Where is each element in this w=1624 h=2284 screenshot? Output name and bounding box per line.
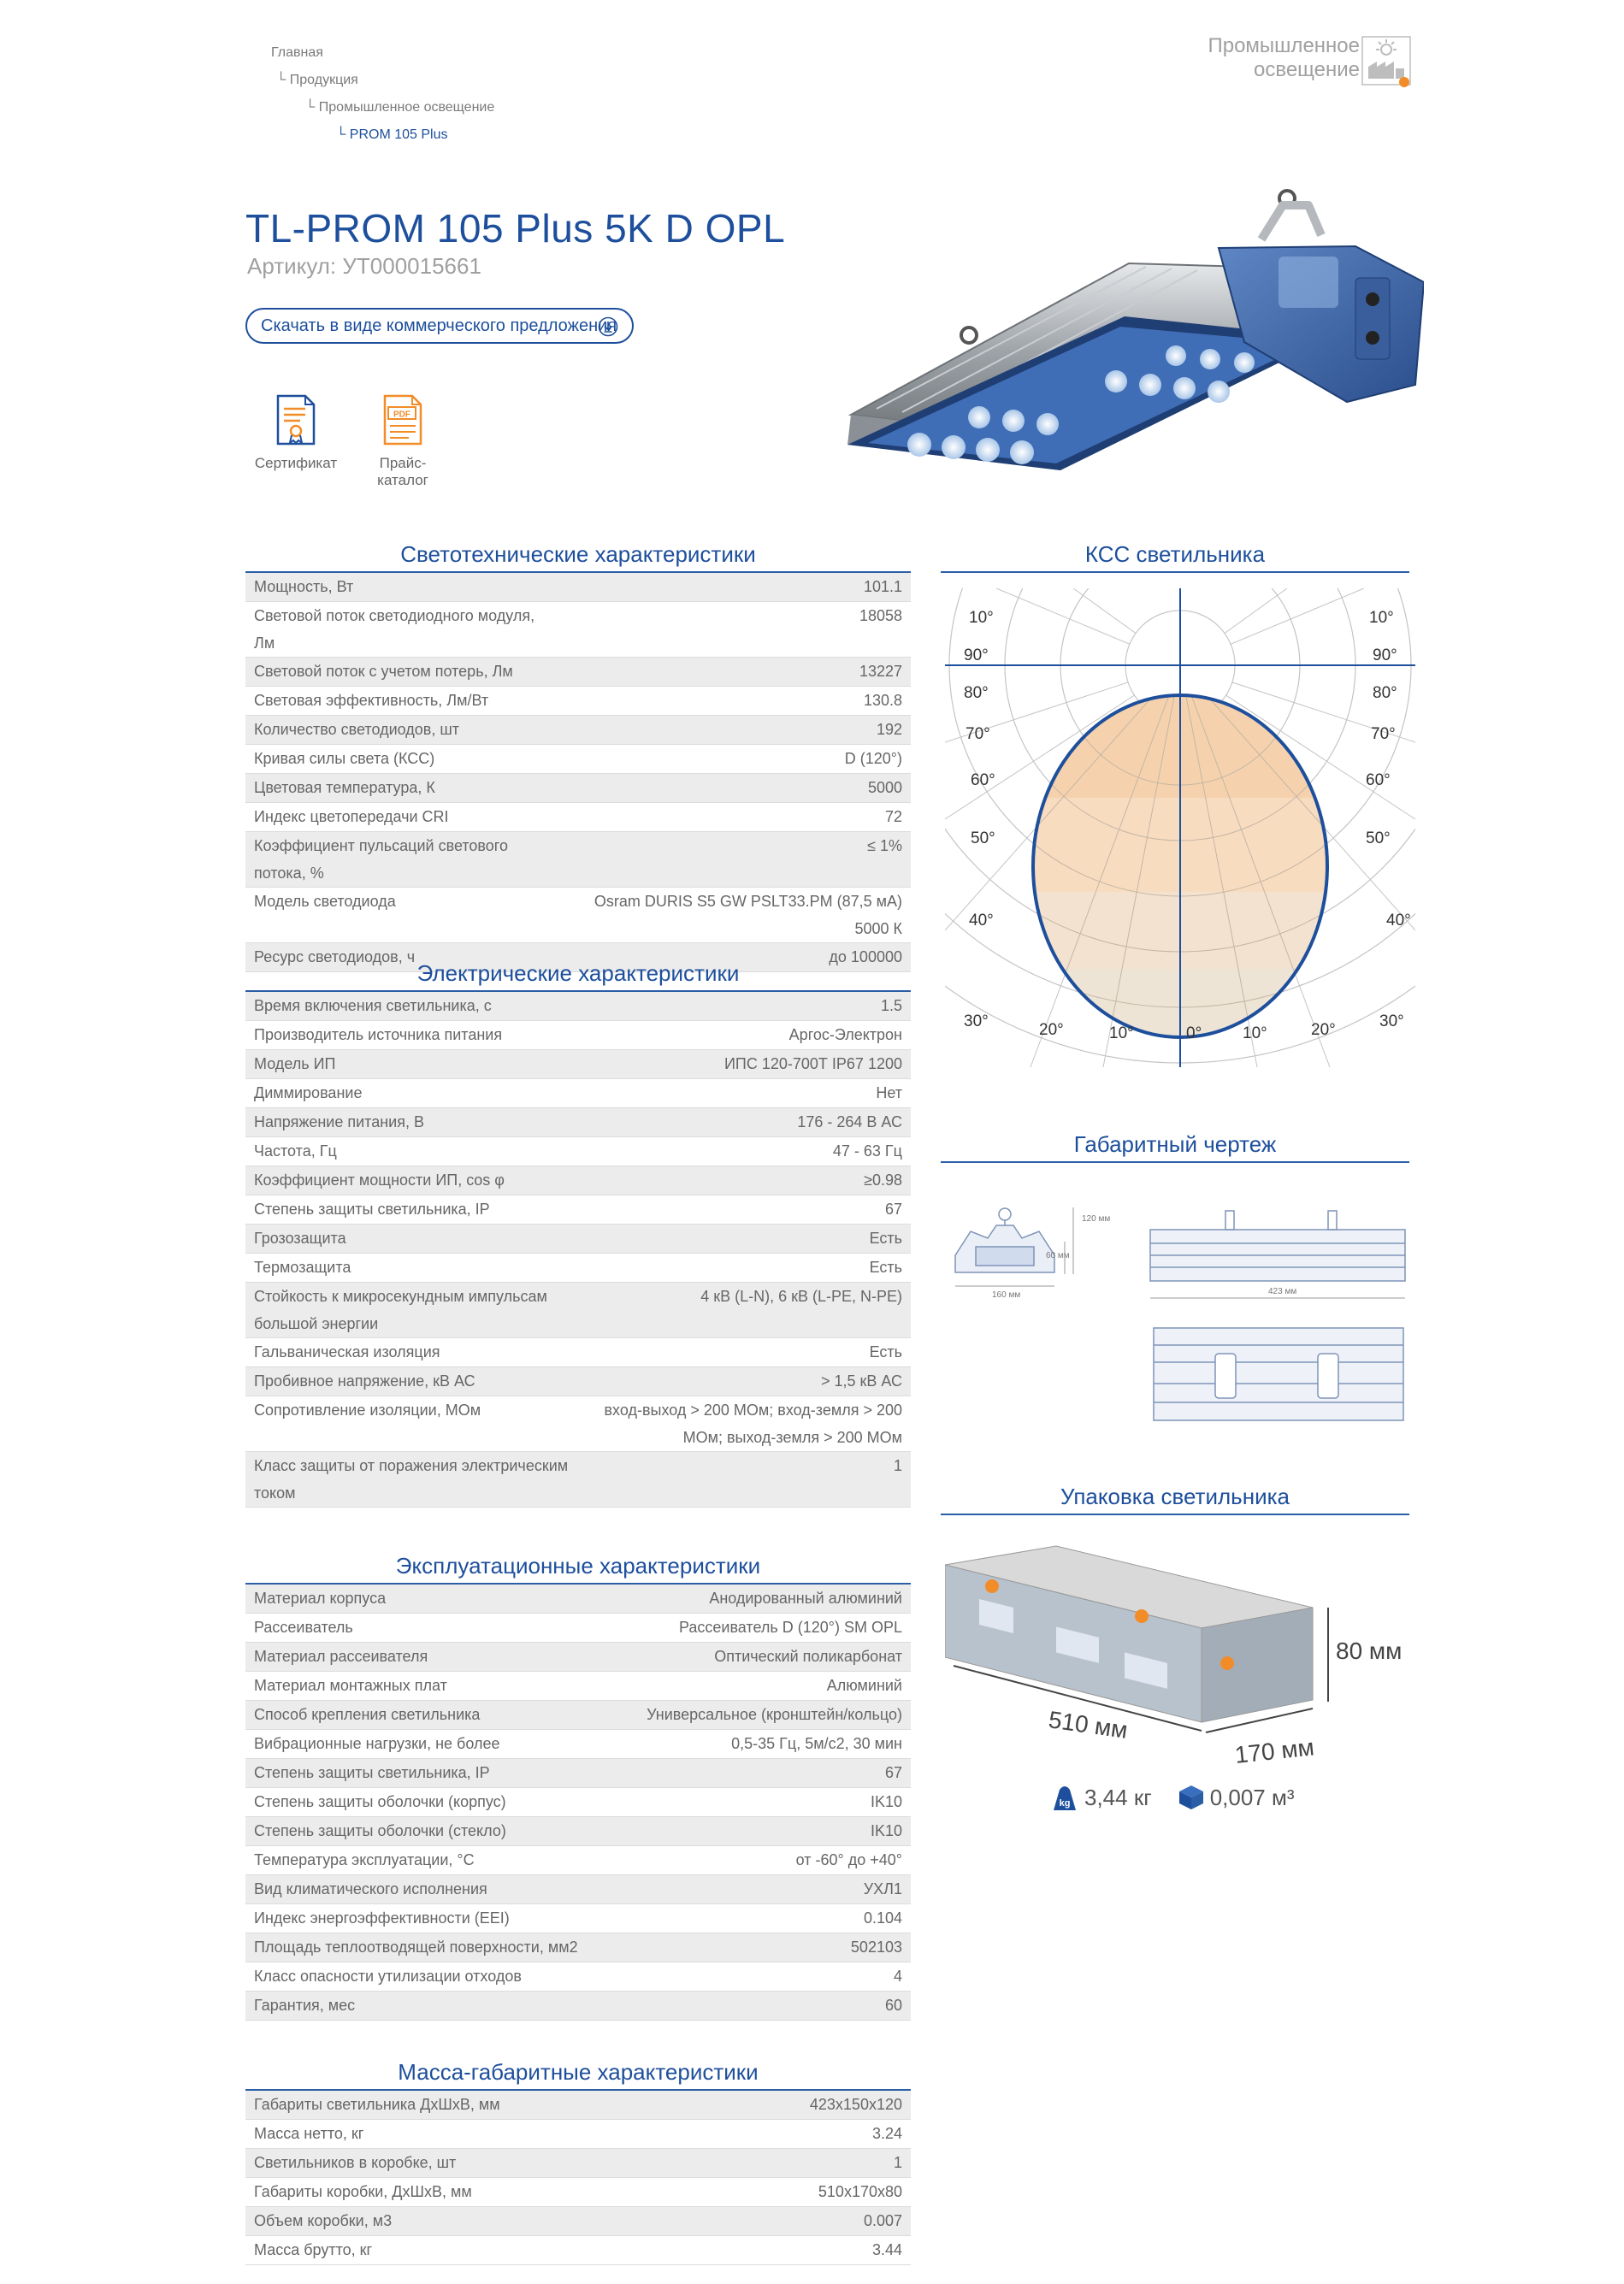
spec-label: Грозозащита [245, 1225, 588, 1254]
spec-label: Вибрационные нагрузки, не более [245, 1730, 588, 1759]
spec-value: 3.44 [588, 2236, 911, 2265]
spec-label: Время включения светильника, с [245, 992, 588, 1021]
spec-label: Степень защиты светильника, IP [245, 1759, 588, 1788]
dim-width: 160 мм [992, 1290, 1021, 1300]
download-offer-button[interactable] [245, 308, 634, 344]
spec-value: ≤ 1% [562, 832, 911, 888]
table-row [245, 1962, 911, 1992]
spec-label: Диммирование [245, 1079, 588, 1108]
price-catalog-label: Прайс-каталог [377, 455, 428, 488]
spec-label: Материал рассеивателя [245, 1643, 588, 1672]
table-row [245, 573, 911, 602]
table-row [245, 888, 911, 943]
spec-value: 423x150x120 [588, 2091, 911, 2120]
spec-label: Гальваническая изоляция [245, 1338, 588, 1367]
kss-label: 50° [1366, 829, 1391, 847]
spec-label: Степень защиты светильника, IP [245, 1195, 588, 1225]
table-row [245, 1283, 911, 1338]
spec-value: 1 [588, 1452, 911, 1508]
pack-height: 80 мм [1336, 1638, 1403, 1664]
spec-value: Оптический поликарбонат [588, 1643, 911, 1672]
kss-label: 20° [1039, 1021, 1064, 1039]
spec-value: до 100000 [562, 943, 911, 972]
table-row [245, 1225, 911, 1254]
table-row [245, 1992, 911, 2021]
kss-label: 90° [1373, 646, 1397, 664]
spec-label: Рассеиватель [245, 1614, 588, 1643]
table-row [245, 1701, 911, 1730]
spec-label: Масса нетто, кг [245, 2120, 588, 2149]
spec-label: Габариты светильника ДхШхВ, мм [245, 2091, 588, 2120]
section-title-electrical: Электрические характеристики [245, 958, 911, 992]
spec-label: Материал корпуса [245, 1585, 588, 1614]
spec-label: Количество светодиодов, шт [245, 716, 562, 745]
download-offer-label: Скачать в виде коммерческого предложения [261, 316, 617, 335]
product-image [842, 188, 1424, 522]
table-row [245, 1338, 911, 1367]
table-row [245, 832, 911, 888]
spec-label: Объем коробки, м3 [245, 2207, 588, 2236]
spec-label: Площадь теплоотводящей поверхности, мм2 [245, 1933, 588, 1962]
kss-label: 30° [964, 1012, 989, 1030]
page-title: TL-PROM 105 Plus 5K D OPL [245, 206, 786, 251]
kss-label: 90° [964, 646, 989, 664]
spec-value: Аргос-Электрон [588, 1021, 911, 1050]
pdf-icon [381, 393, 424, 446]
spec-value: 130.8 [562, 687, 911, 716]
table-row [245, 1396, 911, 1452]
spec-value: 4 [588, 1962, 911, 1992]
section-title-drawing: Габаритный чертеж [941, 1129, 1409, 1163]
spec-label: Кривая силы света (КСС) [245, 745, 562, 774]
table-row [245, 774, 911, 803]
certificate-icon [275, 393, 317, 446]
kss-label: 30° [1379, 1012, 1404, 1030]
kss-label: 80° [964, 684, 989, 702]
spec-value: 0,5-35 Гц, 5м/с2, 30 мин [588, 1730, 911, 1759]
spec-label: Класс защиты от поражения электрическим током [245, 1452, 588, 1508]
table-row [245, 1904, 911, 1933]
spec-label: Гарантия, мес [245, 1992, 588, 2021]
spec-value: ≥0.98 [588, 1166, 911, 1195]
weight-badge: kg [1059, 1798, 1071, 1809]
spec-value: 60 [588, 1992, 911, 2021]
table-row [245, 1933, 911, 1962]
spec-value: D (120°) [562, 745, 911, 774]
spec-label: Модель светодиода [245, 888, 562, 943]
table-row [245, 1050, 911, 1079]
table-row [245, 745, 911, 774]
kss-label: 60° [971, 771, 995, 789]
spec-value: 0.007 [588, 2207, 911, 2236]
spec-label: Световой поток светодиодного модуля, Лм [245, 602, 562, 658]
table-row [245, 2178, 911, 2207]
spec-label: Светильников в коробке, шт [245, 2149, 588, 2178]
kss-label: 70° [966, 725, 990, 743]
kss-label: 40° [1386, 912, 1411, 930]
kss-label: 10° [1369, 609, 1394, 627]
article-number: Артикул: УТ000015661 [247, 253, 481, 279]
section-title-kss: КСС светильника [941, 539, 1409, 573]
breadcrumb-current: └ PROM 105 Plus [336, 127, 448, 142]
kss-label: 10° [1109, 1024, 1134, 1042]
spec-value: 4 кВ (L-N), 6 кВ (L-PE, N-PE) [588, 1283, 911, 1338]
download-icon [598, 316, 618, 337]
spec-value: 47 - 63 Гц [588, 1137, 911, 1166]
spec-value: 1.5 [588, 992, 911, 1021]
kss-label: 10° [1243, 1024, 1267, 1042]
spec-label: Термозащита [245, 1254, 588, 1283]
table-row [245, 1021, 911, 1050]
breadcrumb [271, 39, 494, 149]
breadcrumb-industrial[interactable]: └ Промышленное освещение [305, 100, 495, 115]
kss-polar-diagram [945, 588, 1415, 1067]
spec-label: Степень защиты оболочки (корпус) [245, 1788, 588, 1817]
spec-value: Анодированный алюминий [588, 1585, 911, 1614]
table-row [245, 1614, 911, 1643]
table-row [245, 1108, 911, 1137]
table-row [245, 658, 911, 687]
spec-table-operational [245, 1585, 911, 2021]
table-row [245, 1166, 911, 1195]
weight-icon [1050, 1783, 1079, 1812]
spec-label: Коэффициент мощности ИП, cos φ [245, 1166, 588, 1195]
table-row [245, 602, 911, 658]
spec-label: Вид климатического исполнения [245, 1875, 588, 1904]
table-row [245, 1875, 911, 1904]
section-title-mass: Масса-габаритные характеристики [245, 2057, 911, 2091]
spec-table-mass [245, 2091, 911, 2265]
spec-label: Коэффициент пульсаций светового потока, % [245, 832, 562, 888]
table-row [245, 1846, 911, 1875]
dim-inner: 60 мм [1046, 1251, 1070, 1260]
spec-value: 67 [588, 1195, 911, 1225]
spec-label: Способ крепления светильника [245, 1701, 588, 1730]
spec-table-electrical [245, 992, 911, 1508]
table-row [245, 1643, 911, 1672]
kss-label: 20° [1311, 1021, 1336, 1039]
spec-value: 72 [562, 803, 911, 832]
spec-value: Алюминий [588, 1672, 911, 1701]
table-row [245, 716, 911, 745]
spec-value: Есть [588, 1338, 911, 1367]
table-row [245, 1730, 911, 1759]
pack-weight-value: 3,44 кг [1084, 1784, 1152, 1810]
spec-value: 502103 [588, 1933, 911, 1962]
spec-label: Сопротивление изоляции, МОм [245, 1396, 588, 1452]
category-label-line2: освещение [1253, 58, 1360, 81]
spec-table-light [245, 573, 911, 972]
pack-length: 510 мм [1047, 1706, 1130, 1744]
table-row [245, 1254, 911, 1283]
table-row [245, 2091, 911, 2120]
table-row [245, 1137, 911, 1166]
spec-value: > 1,5 кВ АС [588, 1367, 911, 1396]
spec-label: Мощность, Вт [245, 573, 562, 602]
table-row [245, 1079, 911, 1108]
spec-value: 3.24 [588, 2120, 911, 2149]
packaging-box [945, 1539, 1415, 1779]
svg-text:PDF: PDF [393, 410, 410, 420]
spec-value: 5000 [562, 774, 911, 803]
table-row [245, 1759, 911, 1788]
kss-label: 40° [969, 912, 994, 930]
table-row [245, 1672, 911, 1701]
pack-width: 170 мм [1233, 1733, 1316, 1768]
price-catalog-link[interactable] [356, 393, 450, 489]
spec-label: Индекс энергоэффективности (EEI) [245, 1904, 588, 1933]
kss-label: 80° [1373, 684, 1397, 702]
spec-value: Есть [588, 1225, 911, 1254]
dimension-drawing [945, 1178, 1415, 1426]
spec-label: Габариты коробки, ДхШхВ, мм [245, 2178, 588, 2207]
certificate-link[interactable] [249, 393, 343, 472]
table-row [245, 1817, 911, 1846]
spec-value: Есть [588, 1254, 911, 1283]
spec-value: IK10 [588, 1788, 911, 1817]
spec-value: 13227 [562, 658, 911, 687]
spec-label: Масса брутто, кг [245, 2236, 588, 2265]
kss-label: 70° [1371, 725, 1396, 743]
section-title-light: Светотехнические характеристики [245, 539, 911, 573]
pack-weight [1050, 1783, 1295, 1812]
table-row [245, 2149, 911, 2178]
spec-label: Индекс цветопередачи CRI [245, 803, 562, 832]
pack-volume-value: 0,007 м³ [1209, 1784, 1295, 1810]
table-row [245, 1585, 911, 1614]
table-row [245, 2207, 911, 2236]
kss-label: 60° [1366, 771, 1391, 789]
certificate-label: Сертификат [254, 455, 338, 471]
spec-value: от -60° до +40° [588, 1846, 911, 1875]
spec-label: Модель ИП [245, 1050, 588, 1079]
spec-value: 1 [588, 2149, 911, 2178]
table-row [245, 2120, 911, 2149]
table-row [245, 992, 911, 1021]
spec-label: Световая эффективность, Лм/Вт [245, 687, 562, 716]
spec-label: Материал монтажных плат [245, 1672, 588, 1701]
dim-height: 120 мм [1082, 1214, 1111, 1224]
spec-label: Напряжение питания, В [245, 1108, 588, 1137]
table-row [245, 2236, 911, 2265]
table-row [245, 1788, 911, 1817]
table-row [245, 1367, 911, 1396]
kss-label: 10° [969, 609, 994, 627]
spec-label: Степень защиты оболочки (стекло) [245, 1817, 588, 1846]
spec-value: Универсальное (кронштейн/кольцо) [588, 1701, 911, 1730]
spec-label: Световой поток с учетом потерь, Лм [245, 658, 562, 687]
spec-value: 510x170x80 [588, 2178, 911, 2207]
spec-value: 67 [588, 1759, 911, 1788]
spec-value: 18058 [562, 602, 911, 658]
box-volume-icon [1178, 1784, 1205, 1811]
spec-label: Частота, Гц [245, 1137, 588, 1166]
spec-label: Стойкость к микросекундным импульсам большой энергии [245, 1283, 588, 1338]
breadcrumb-products[interactable]: └ Продукция [276, 73, 358, 87]
dim-length: 423 мм [1268, 1287, 1297, 1296]
spec-value: Рассеиватель D (120°) SM OPL [588, 1614, 911, 1643]
spec-label: Пробивное напряжение, кВ АС [245, 1367, 588, 1396]
category-label[interactable] [1206, 34, 1360, 82]
table-row [245, 803, 911, 832]
kss-label: 0° [1186, 1024, 1202, 1042]
industrial-lighting-icon[interactable] [1361, 36, 1411, 87]
section-title-operational: Эксплуатационные характеристики [245, 1550, 911, 1585]
category-label-line1: Промышленное [1208, 34, 1360, 57]
spec-label: Ресурс светодиодов, ч [245, 943, 562, 972]
spec-value: вход-выход > 200 МОм; вход-земля > 200 МОм; выход-земля > 200 МОм [588, 1396, 911, 1452]
section-title-pack: Упаковка светильника [941, 1481, 1409, 1515]
spec-value: УХЛ1 [588, 1875, 911, 1904]
spec-label: Производитель источника питания [245, 1021, 588, 1050]
spec-value: 192 [562, 716, 911, 745]
spec-value: ИПС 120-700Т IP67 1200 [588, 1050, 911, 1079]
table-row [245, 1452, 911, 1508]
spec-value: Osram DURIS S5 GW PSLT33.PM (87,5 мА) 5000 К [562, 888, 911, 943]
spec-value: IK10 [588, 1817, 911, 1846]
spec-value: 101.1 [562, 573, 911, 602]
spec-value: 0.104 [588, 1904, 911, 1933]
kss-label: 50° [971, 829, 995, 847]
breadcrumb-home[interactable]: Главная [271, 45, 323, 60]
table-row [245, 687, 911, 716]
spec-value: 176 - 264 В АС [588, 1108, 911, 1137]
spec-label: Цветовая температура, К [245, 774, 562, 803]
spec-label: Температура эксплуатации, °С [245, 1846, 588, 1875]
spec-value: Нет [588, 1079, 911, 1108]
spec-label: Класс опасности утилизации отходов [245, 1962, 588, 1992]
table-row [245, 1195, 911, 1225]
